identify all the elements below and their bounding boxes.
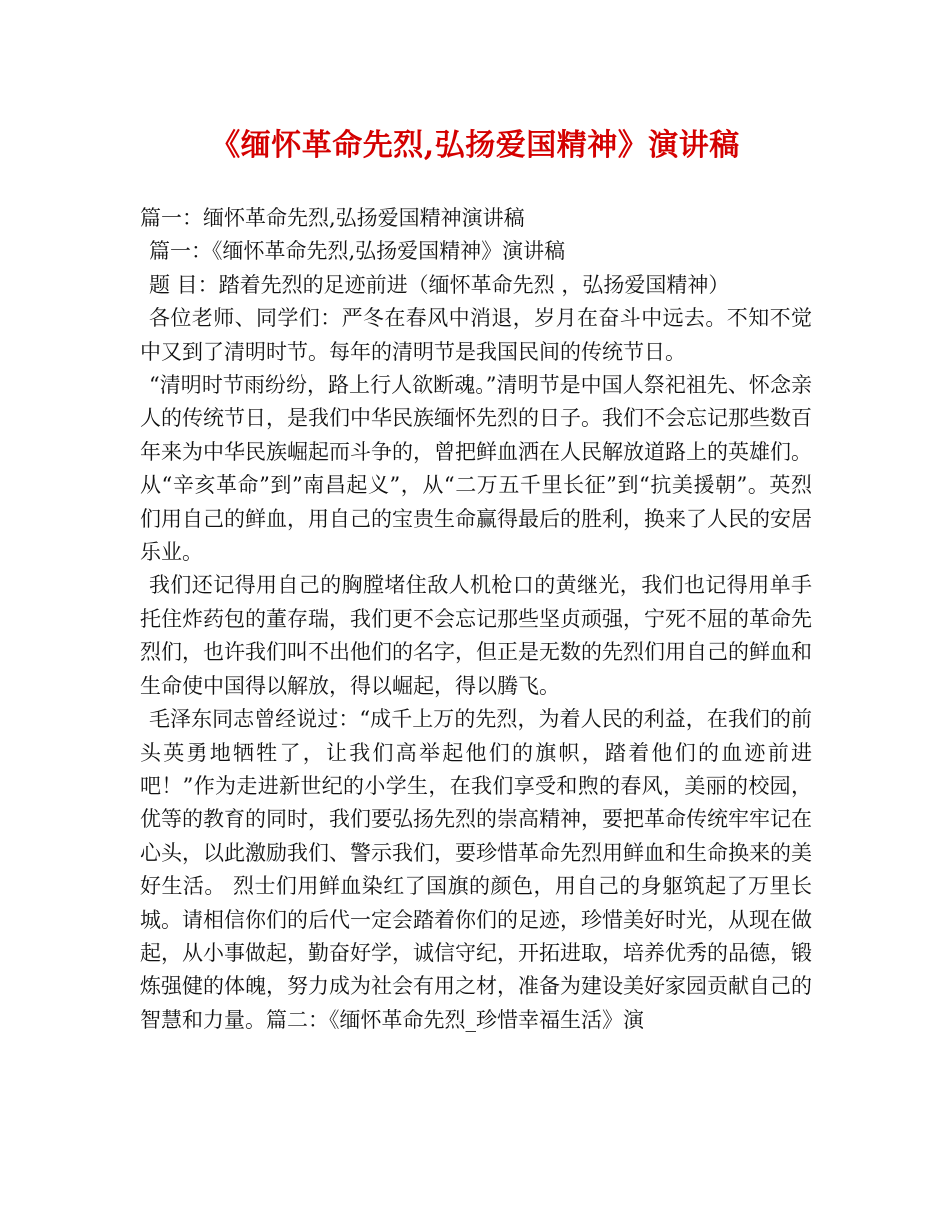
document-body [140,202,812,1037]
paragraph-heroes: 我们还记得用自己的胸膛堵住敌人机枪口的黄继光，我们也记得用单手托住炸药包的董存瑞，我们更不会忘记那些坚贞顽强，宁死不屈的革命先烈们，也许我们叫不出他们的名字，但正是无数的先烈们用自己的鲜血和生命使中国得以解放，得以崛起，得以腾飞。 [140,573,812,698]
paragraph-heading-1: 篇一：缅怀革命先烈,弘扬爱国精神演讲稿 [140,206,525,230]
paragraph-mao-quote: 毛泽东同志曾经说过：“成千上万的先烈，为着人民的利益，在我们的前头英勇地牺牲了，让我们高举起他们的旗帜，踏着他们的血迹前进吧！”作为走进新世纪的小学生，在我们享受和煦的春风，美丽的校园，优等的教育的同时，我们要弘扬先烈的崇高精神，要把革命传统牢牢记在心头，以此激励我们、警示我们，要珍惜革命先烈用鲜血和生命换来的美好生活。 烈士们用鲜血染红了国旗的颜色，用自己的身躯筑起了万里长城。请相信你们的后代一定会踏着你们的足迹，珍惜美好时光，从现在做起，从小事做起，勤奋好学，诚信守纪，开拓进取，培养优秀的品德，锻炼强健的体魄，努力成为社会有用之材，准备为建设美好家园贡献自己的智慧和力量。篇二：《缅怀革命先烈_珍惜幸福生活》演 [140,707,812,1032]
document-title: 《缅怀革命先烈,弘扬爱国精神》演讲稿 [210,128,740,163]
paragraph-topic: 题 目：踏着先烈的足迹前进（缅怀革命先烈 ，弘扬爱国精神） [149,272,730,297]
paragraph-qingming: “清明时节雨纷纷，路上行人欲断魂。”清明节是中国人祭祀祖先、怀念亲人的传统节日，是我们中华民族缅怀先烈的日子。我们不会忘记那些数百年来为中华民族崛起而斗争的，曾把鲜血洒在人民解放道路上的英雄们。从“辛亥革命”到”南昌起义”，从“二万五千里长征”到“抗美援朝”。英烈们用自己的鲜血，用自己的宝贵生命赢得最后的胜利，换来了人民的安居乐业。 [140,373,812,565]
paragraph-heading-2: 篇一：《缅怀革命先烈,弘扬爱国精神》演讲稿 [149,239,566,264]
paragraph-greeting: 各位老师、同学们：严冬在春风中消退，岁月在奋斗中远去。不知不觉中又到了清明时节。每年的清明节是我国民间的传统节日。 [140,306,812,364]
